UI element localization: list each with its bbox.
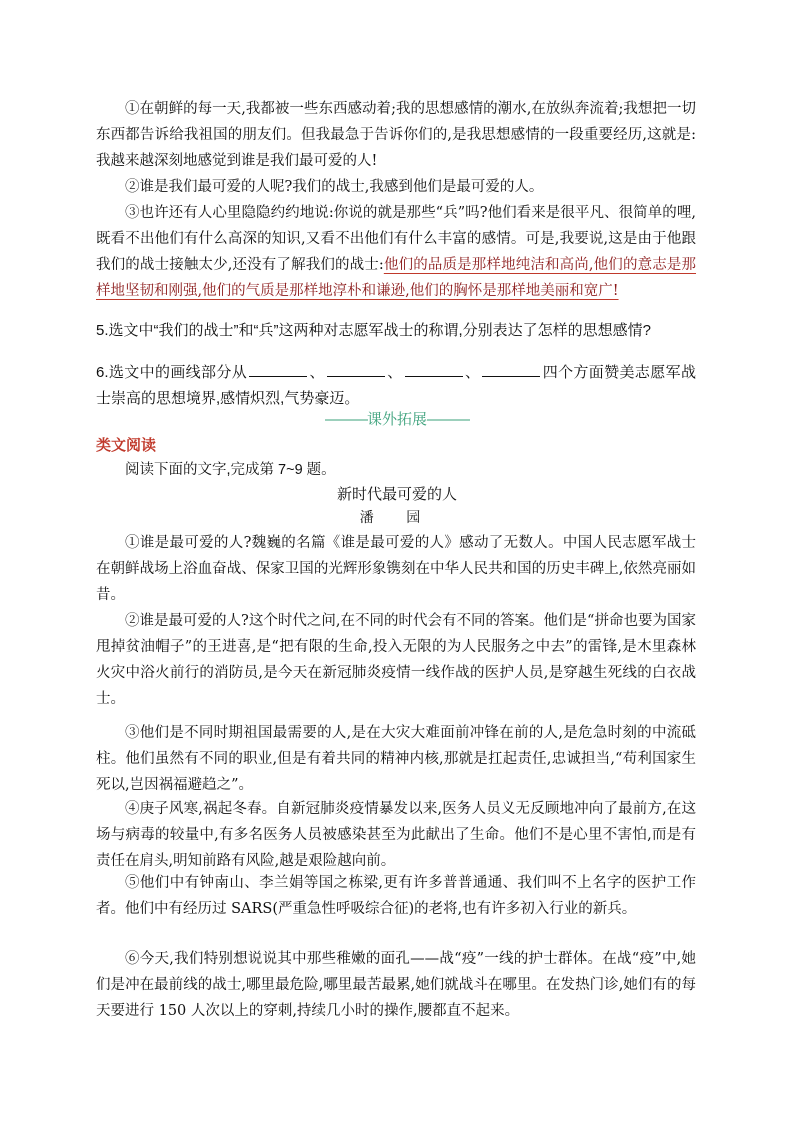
article-author: 潘 园 [359, 510, 435, 526]
article-paragraph-2: ②谁是最可爱的人?这个时代之问,在不同的时代会有不同的答案。他们是“拼命也要为国家甩掉贫油帽子”的王进喜,是“把有限的生命,投入无限的为人民服务之中去”的雷锋,是木里森林火灾中浴火前行的消防员,是今天在新冠肺炎疫情一线作战的医护人员,是穿越生死线的白衣战士。 [96, 613, 696, 707]
section-title [0, 408, 794, 429]
underlined-sentence: 他们的品质是那样地纯洁和高尚,他们的意志是那样地坚韧和刚强,他们的气质是那样地淳朴和谦逊,他们的胸怀是那样地美丽和宽广! [96, 257, 697, 299]
section-title-left-dash: ——— [324, 411, 367, 428]
article-paragraph-6: ⑥今天,我们特别想说说其中那些稚嫩的面孔——战“疫”一线的护士群体。在战“疫”中,她们是冲在最前线的战士,哪里最危险,哪里最苦最累,她们就战斗在哪里。在发热门诊,她们有的每天要进行 150 人次以上的穿刺,持续几小时的操作,腰都直不起来。 [96, 951, 696, 1019]
passage-paragraph-3 [96, 200, 696, 304]
blank-separator-2: 、 [386, 364, 403, 381]
question-6-lead: 6.选文中的画线部分从 [96, 364, 248, 381]
answer-blank-2[interactable] [327, 362, 385, 377]
article-title: 新时代最可爱的人 [336, 486, 457, 503]
blank-separator-1: 、 [309, 364, 325, 381]
passage-paragraph-1: ①在朝鲜的每一天,我都被一些东西感动着;我的思想感情的潮水,在放纵奔流着;我想把一切东西都告诉给我祖国的朋友们。但我最急于告诉你们的,是我思想感情的一段重要经历,这就是:我越来越深刻地感觉到谁是我们最可爱的人! [96, 101, 696, 169]
blank-separator-3: 、 [464, 364, 481, 381]
answer-blank-4[interactable] [482, 362, 540, 377]
article-paragraph-4: ④庚子风寒,祸起冬春。自新冠肺炎疫情暴发以来,医务人员义无反顾地冲向了最前方,在这场与病毒的较量中,有多名医务人员被感染甚至为此献出了生命。他们不是心里不害怕,而是有责任在肩头,明知前路有风险,越是艰险越向前。 [96, 801, 696, 869]
section-title-right-dash: ——— [427, 411, 469, 428]
question-6 [96, 360, 696, 412]
passage-paragraph-2: ②谁是我们最可爱的人呢?我们的战士,我感到他们是最可爱的人。 [125, 179, 544, 195]
category-heading: 类文阅读 [96, 437, 157, 454]
reading-instruction: 阅读下面的文字,完成第 7~9 题。 [125, 462, 336, 478]
question-6-tail: 四个方面赞美志愿军战士崇高的思想境界,感情炽烈,气势豪迈。 [96, 364, 696, 407]
section-title-text: 课外拓展 [366, 411, 427, 428]
article-paragraph-3: ③他们是不同时期祖国最需要的人,是在大灾大难面前冲锋在前的人,是危急时刻的中流砥柱。他们虽然有不同的职业,但是有着共同的精神内核,那就是扛起责任,忠诚担当,“苟利国家生死以,岂因祸福避趋之”。 [96, 725, 696, 793]
answer-blank-1[interactable] [249, 362, 307, 377]
article-paragraph-1: ①谁是最可爱的人?魏巍的名篇《谁是最可爱的人》感动了无数人。中国人民志愿军战士在朝鲜战场上浴血奋战、保家卫国的光辉形象镌刻在中华人民共和国的历史丰碑上,依然亮丽如昔。 [96, 535, 696, 603]
answer-blank-3[interactable] [405, 362, 463, 377]
question-5: 5.选文中“我们的战士”和“兵”这两种对志愿军战士的称谓,分别表达了怎样的思想感情? [96, 322, 652, 339]
article-paragraph-5: ⑤他们中有钟南山、李兰娟等国之栋梁,更有许多普普通通、我们叫不上名字的医护工作者。他们中有经历过 SARS(严重急性呼吸综合征)的老将,也有许多初入行业的新兵。 [96, 875, 696, 917]
passage-paragraph-3-text: ③也许还有人心里隐隐约约地说:你说的就是那些“兵”吗?他们看来是很平凡、很简单的哩,既看不出他们有什么高深的知识,又看不出他们有什么丰富的感情。可是,我要说,这是由于他跟我们的战士接触太少,还没有了解我们的战士: [96, 205, 696, 273]
